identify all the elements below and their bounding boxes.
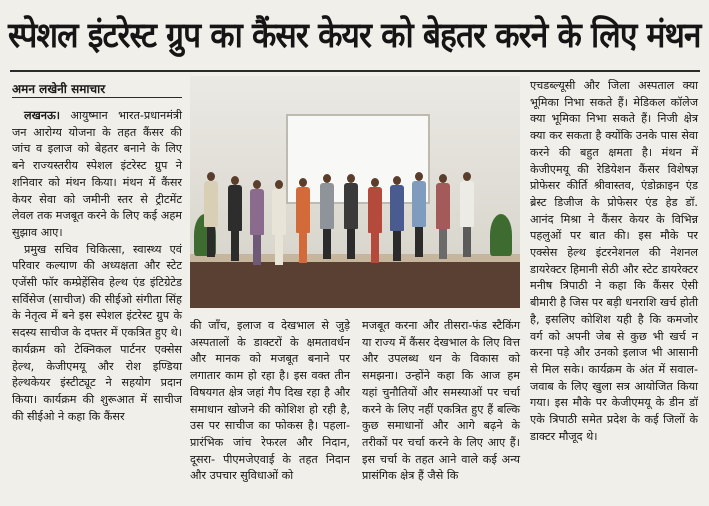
- headline: स्पेशल इंटरेस्ट ग्रुप का कैंसर केयर को बेहतर करने के लिए मंथन: [8, 16, 701, 56]
- headline-rule: [10, 70, 700, 72]
- column-1: [12, 108, 182, 425]
- paragraph-5: एचडब्ल्यूसी और जिला अस्पताल क्या भूमिका निभा सकते हैं। मेडिकल कॉलेज क्या भूमिका निभा सकते हैं। निजी क्षेत्र क्या कर सकता है क्योंकि उनके पास सेवा करने की बहुत क्षमता है। मंथन में केजीएमयू की रेडियेशन कैंसर विशेषज्ञ प्रोफेसर कीर्ति श्रीवास्तव, एंडोक्राइन एंड ब्रेस्ट डिजीज के प्रोफेसर एंड हेड डॉ. आनंद मिश्रा ने कैंसर केयर के विभिन्न पहलुओं पर बात की। इस मौके पर एक्सेस हेल्थ इंटरनेशनल की नेशनल डायरेक्टर हिमानी सेठी और स्टेट डायरेक्टर मनीष त्रिपाठी ने कहा कि कैंसर ऐसी बीमारी है जिस पर बड़ी धनराशि खर्च होती है, इसलिए कोशिश यही है कि कमजोर वर्ग को अपनी जेब से कुछ भी खर्च न करना पड़े और उनको इलाज भी आसानी से मिल सके। कार्यक्रम के अंत में सवाल-जवाब के लिए खुला सत्र आयोजित किया गया। इस मौके पर केजीएमयू के डीन डॉ एके त्रिपाठी समेत प्रदेश के कई जिलों के डाक्टर मौजूद थे।: [530, 79, 698, 443]
- dateline: लखनऊ।: [24, 109, 60, 122]
- byline-rule: [12, 97, 182, 98]
- paragraph-1: आयुष्मान भारत-प्रधानमंत्री जन आरोग्य योजना के तहत कैंसर की जांच व इलाज को बेहतर बनाने के लिए बने राज्यस्तरीय स्पेशल इंटरेस्ट ग्रुप ने शनिवार को मंथन किया। मंथन में कैंसर केयर सेवा को जमीनी स्तर से ट्रीटमेंट लेवल तक मजबूत करने के लिए कई अहम सुझाव आए।: [12, 109, 182, 239]
- column-3: [362, 318, 520, 485]
- paragraph-3: की जाँच, इलाज व देखभाल से जुड़े अस्पतालों के डाक्टरों के क्षमतावर्धन और मानक को मजबूत बनाने पर लगातार काम हो रहा है। इस वक्त तीन विषयगत क्षेत्र जहां गैप दिख रहा है और समाधान खोजने की कोशिश हो रही है, उस पर साचीज का फोकस है। पहला- प्रारंभिक जांच रेफरल और निदान, दूसरा- पीएमजेएवाई के तहत निदान और उपचार सुविधाओं को: [190, 319, 350, 483]
- column-2: [190, 318, 350, 485]
- event-photo: [190, 76, 520, 308]
- paragraph-4: मजबूत करना और तीसरा-फंड स्टैकिंग या राज्य में कैंसर देखभाल के लिए वित्त और उपलब्ध धन के विकास को समझना। उन्होंने कहा कि आज हम यहां चुनौतियों और समस्याओं पर चर्चा करने के लिए नहीं एकत्रित हुए हैं बल्कि कुछ समाधानों और आगे बढ़ने के तरीकों पर चर्चा करने के लिए आए हैं। इस चर्चा के तहत आने वाले कई अन्य प्रासंगिक क्षेत्र हैं जैसे कि: [362, 319, 520, 483]
- paragraph-2: प्रमुख सचिव चिकित्सा, स्वास्थ्य एवं परिवार कल्याण की अध्यक्षता और स्टेट एजेंसी फॉर कम्प्रेहेंसिव हेल्थ एंड इंटिग्रेटेड सर्विसेज (साचीज) की सीईओ संगीता सिंह के नेतृत्व में बने इस स्पेशल इंटरेस्ट ग्रुप के सदस्य साचीज के दफ्तर में एकत्रित हुए थे। कार्यक्रम को टेक्निकल पार्टनर एक्सेस हेल्थ, केजीएमयू और रोश इण्डिया हेल्थकेयर इंस्टीट्यूट ने सहयोग प्रदान किया। कार्यक्रम की शुरूआत में साचीज की सीईओ ने कहा कि कैंसर: [12, 242, 182, 423]
- byline: अमन लखेनी समाचार: [12, 82, 106, 96]
- column-4: [530, 78, 698, 445]
